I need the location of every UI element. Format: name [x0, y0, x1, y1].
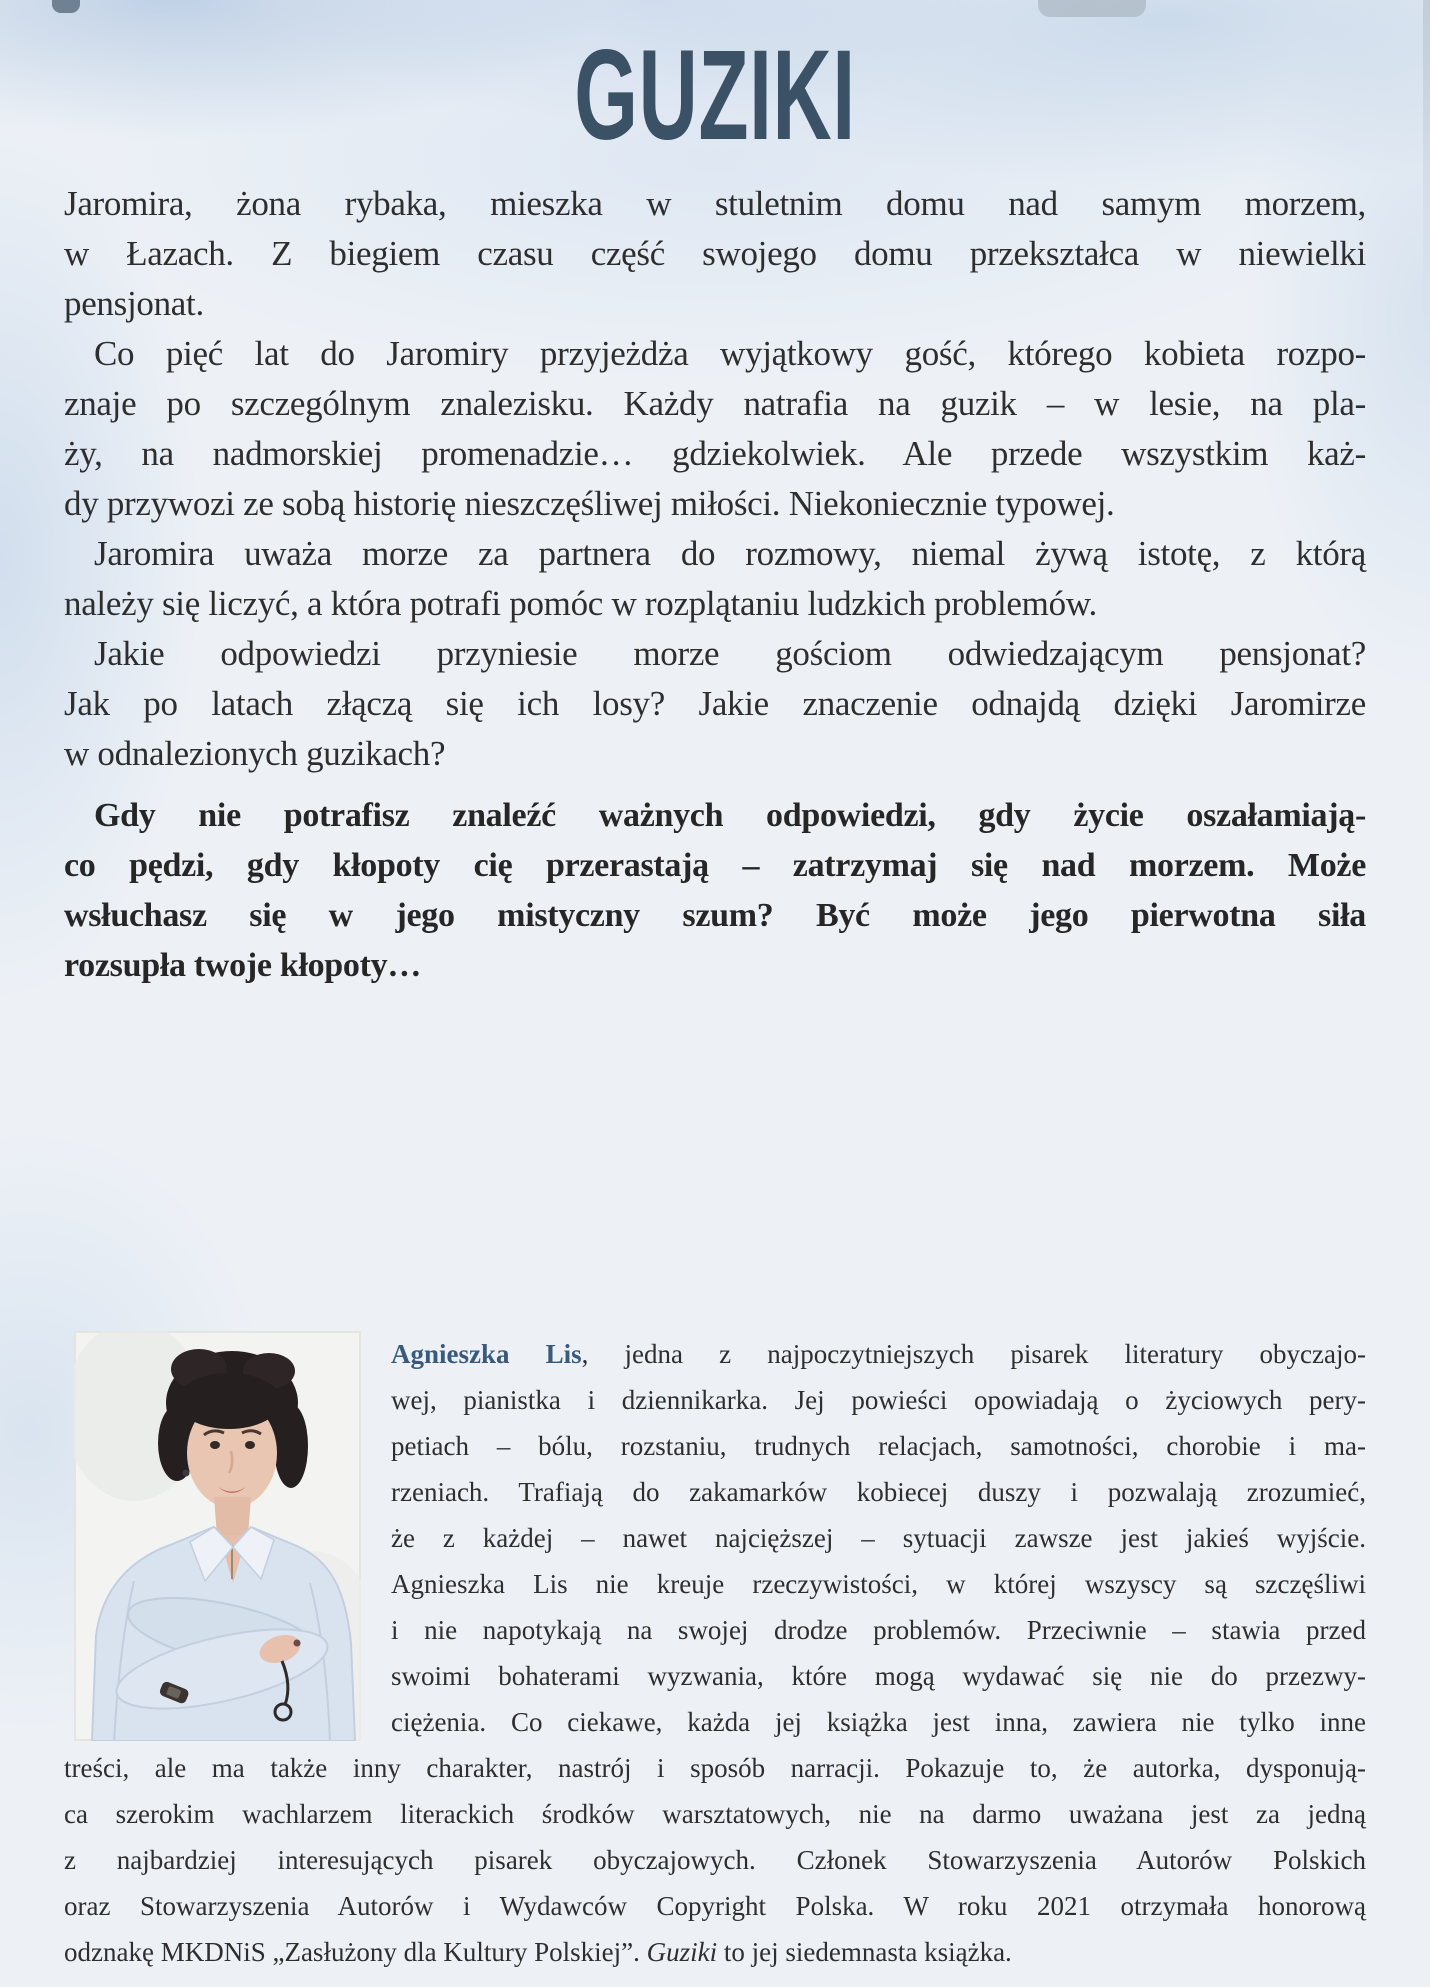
text-line: Agnieszka Lis nie kreuje rzeczywistości, w której wszyscy są szczęśliwi [391, 1569, 1366, 1600]
author-portrait-illustration [74, 1331, 361, 1741]
text-line: oraz Stowarzyszenia Autorów i Wydawców Copyright Polska. W roku 2021 otrzymała honorową [64, 1891, 1366, 1922]
book-title: GUZIKI [574, 24, 856, 167]
bold-blue-text: Agnieszka Lis [391, 1339, 582, 1370]
text-segment: , jedna z najpoczytniejszych pisarek literatury obyczajo- [581, 1339, 1366, 1370]
text-line: dy przywozi ze sobą historię nieszczęśliwej miłości. Niekoniecznie typowej. [64, 484, 1115, 524]
text-line: należy się liczyć, a która potrafi pomóc w rozplątaniu ludzkich problemów. [64, 584, 1097, 624]
text-line: pensjonat. [64, 284, 204, 324]
text-line: Jaromira uważa morze za partnera do rozmowy, niemal żywą istotę, z którą [94, 534, 1366, 574]
text-line: Jakie odpowiedzi przyniesie morze gościom odwiedzającym pensjonat? [94, 634, 1366, 674]
text-line: rzeniach. Trafiają do zakamarków kobiecej duszy i pozwalają zrozumieć, [391, 1477, 1366, 1508]
synopsis-paragraph [64, 629, 1366, 779]
synopsis-paragraph [64, 179, 1366, 329]
synopsis [64, 179, 1366, 991]
text-line: w Łazach. Z biegiem czasu część swojego domu przekształca w niewielki [64, 234, 1366, 274]
synopsis-paragraph [64, 529, 1366, 629]
text-line: swoimi bohaterami wyzwania, które mogą wydawać się nie do przezwy- [391, 1661, 1366, 1692]
text-line: petiach – bólu, rozstaniu, trudnych relacjach, samotności, chorobie i ma- [391, 1431, 1366, 1462]
text-line: że z każdej – nawet najcięższej – sytuacji zawsze jest jakieś wyjście. [391, 1523, 1366, 1554]
scan-artifact [1038, 0, 1146, 17]
italic-text: Guziki [646, 1937, 718, 1968]
scan-artifact [1423, 0, 1430, 320]
synopsis-paragraph-bold [64, 791, 1366, 991]
text-line: Gdy nie potrafisz znaleźć ważnych odpowiedzi, gdy życie oszałamiają- [94, 797, 1366, 835]
text-line: z najbardziej interesujących pisarek obyczajowych. Członek Stowarzyszenia Autorów Polskich [64, 1845, 1366, 1876]
text-line: w odnalezionych guzikach? [64, 734, 446, 774]
text-line: wej, pianistka i dziennikarka. Jej powieści opowiadają o życiowych pery- [391, 1385, 1366, 1416]
text-line: i nie napotykają na swojej drodze problemów. Przeciwnie – stawia przed [391, 1615, 1366, 1646]
scan-artifact [52, 0, 80, 13]
text-line: co pędzi, gdy kłopoty cię przerastają – zatrzymaj się nad morzem. Może [64, 847, 1366, 885]
text-line: znaje po szczególnym znalezisku. Każdy natrafia na guzik – w lesie, na pla- [64, 384, 1366, 424]
text-line: rozsupła twoje kłopoty… [64, 947, 422, 985]
text-line: treści, ale ma także inny charakter, nastrój i sposób narracji. Pokazuje to, że autorka, dysponują- [64, 1753, 1366, 1784]
text-line: Co pięć lat do Jaromiry przyjeżdża wyjątkowy gość, którego kobieta rozpo- [94, 334, 1366, 374]
text-line: ciężenia. Co ciekawe, każda jej książka jest inna, zawiera nie tylko inne [391, 1707, 1366, 1738]
text-segment: to jej siedemnasta książka. [717, 1937, 1012, 1968]
text-line: Jak po latach złączą się ich losy? Jakie znaczenie odnajdą dzięki Jaromirze [64, 684, 1366, 724]
bio-section [64, 1331, 1366, 1975]
synopsis-paragraph [64, 329, 1366, 529]
text-line: Jaromira, żona rybaka, mieszka w stuletnim domu nad samym morzem, [64, 184, 1366, 224]
text-line [64, 1929, 1366, 1975]
author-photo [74, 1331, 361, 1741]
text-line: ca szerokim wachlarzem literackich środków warsztatowych, nie na darmo uważana jest za jedną [64, 1799, 1366, 1830]
text-line: ży, na nadmorskiej promenadzie… gdziekolwiek. Ale przede wszystkim każ- [64, 434, 1366, 474]
text-segment: odznakę MKDNiS „Zasłużony dla Kultury Polskiej”. [64, 1937, 647, 1968]
text-line: wsłuchasz się w jego mistyczny szum? Być może jego pierwotna siła [64, 897, 1366, 935]
